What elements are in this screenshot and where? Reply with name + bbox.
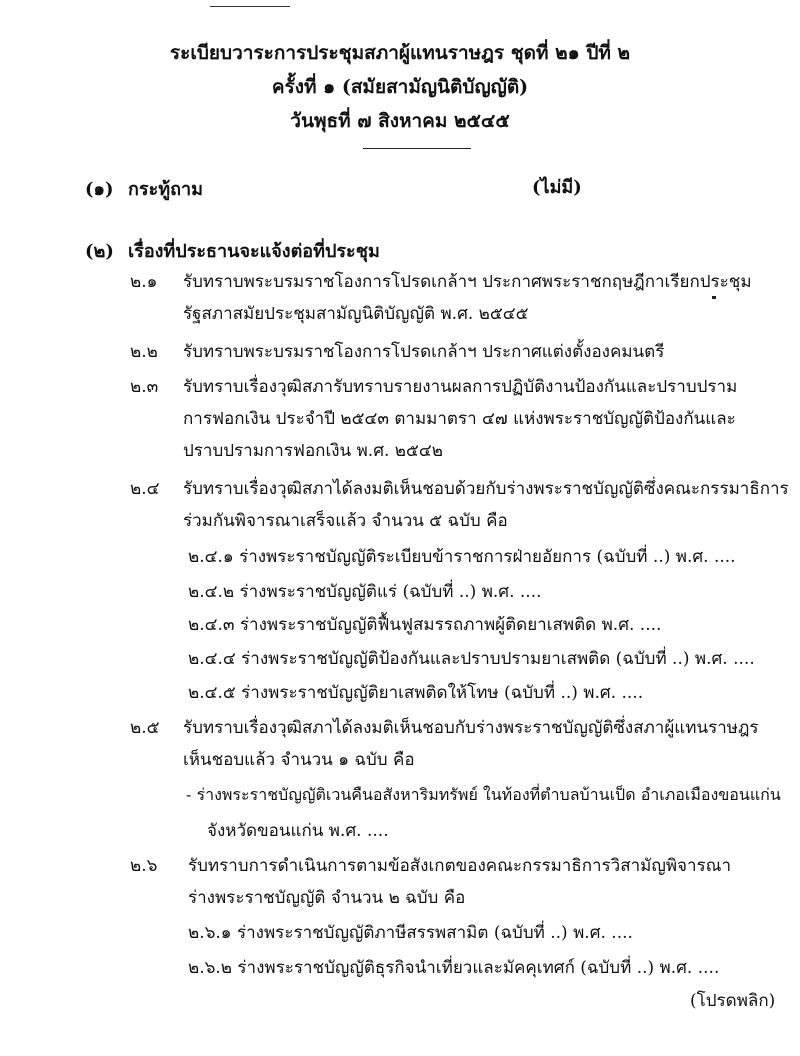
sub-item: ๒.๔.๕ ร่างพระราชบัญญัติยาเสพติดให้โทษ (ฉบับที่ ..) พ.ศ. ....: [188, 683, 644, 703]
session-title: ครั้งที่ ๑ (สมัยสามัญนิติบัญญัติ): [271, 76, 529, 98]
item-text: รับทราบเรื่องวุฒิสภารับทราบรายงานผลการปฏิบัติงานป้องกันและปราบปราม: [183, 377, 738, 397]
title-divider: [363, 148, 471, 149]
item-number: ๒.๒: [130, 342, 158, 362]
item-text: รับทราบเรื่องวุฒิสภาได้ลงมติเห็นชอบกับร่างพระราชบัญญัติซึ่งสภาผู้แทนราษฎร: [183, 718, 759, 738]
item-text: ร่วมกันพิจารณาเสร็จแล้ว จำนวน ๕ ฉบับ คือ: [183, 511, 508, 531]
sub-item: ๒.๖.๑ ร่างพระราชบัญญัติภาษีสรรพสามิต (ฉบับที่ ..) พ.ศ. ....: [188, 923, 633, 943]
sub-item: ๒.๖.๒ ร่างพระราชบัญญัติธุรกิจนำเที่ยวและมัคคุเทศก์ (ฉบับที่ ..) พ.ศ. ....: [188, 958, 720, 978]
meeting-date: วันพุธที่ ๗ สิงหาคม ๒๕๔๕: [290, 110, 510, 132]
item-number: ๒.๕: [130, 718, 160, 738]
item-text: เห็นชอบแล้ว จำนวน ๑ ฉบับ คือ: [183, 750, 415, 770]
item-text: รับทราบพระบรมราชโองการโปรดเกล้าฯ ประกาศแต่งตั้งองคมนตรี: [183, 342, 665, 362]
section-1-title: กระทู้ถาม: [128, 179, 203, 200]
section-2-title: เรื่องที่ประธานจะแจ้งต่อที่ประชุม: [128, 241, 380, 262]
bullet-item: - ร่างพระราชบัญญัติเวนคืนอสังหาริมทรัพย์ ในท้องที่ตำบลบ้านเป็ด อำเภอเมืองขอนแก่น: [186, 785, 781, 804]
item-text: รับทราบพระบรมราชโองการโปรดเกล้าฯ ประกาศพระราชกฤษฎีกาเรียกประชุม: [183, 272, 752, 292]
item-text: รับทราบเรื่องวุฒิสภาได้ลงมติเห็นชอบด้วยกับร่างพระราชบัญญัติซึ่งคณะกรรมาธิการ: [183, 479, 789, 499]
scan-speck: [712, 296, 716, 299]
top-rule: [210, 6, 290, 7]
item-number: ๒.๓: [130, 377, 159, 397]
item-text: ปราบปรามการฟอกเงิน พ.ศ. ๒๕๔๒: [183, 441, 443, 461]
item-text: ร่างพระราชบัญญัติ จำนวน ๒ ฉบับ คือ: [188, 888, 466, 908]
sub-item: ๒.๔.๒ ร่างพระราชบัญญัติแร่ (ฉบับที่ ..) พ.ศ. ....: [188, 582, 542, 602]
item-number: ๒.๑: [130, 272, 158, 292]
item-number: ๒.๖: [130, 856, 158, 876]
section-1-number: (๑): [85, 179, 114, 200]
turn-page-note: (โปรดพลิก): [690, 991, 776, 1011]
item-number: ๒.๔: [130, 479, 160, 499]
item-text: รับทราบการดำเนินการตามข้อสังเกตของคณะกรรมาธิการวิสามัญพิจารณา: [188, 856, 731, 876]
sub-item: ๒.๔.๓ ร่างพระราชบัญญัติฟื้นฟูสมรรถภาพผู้ติดยาเสพติด พ.ศ. ....: [188, 615, 662, 635]
item-text: รัฐสภาสมัยประชุมสามัญนิติบัญญัติ พ.ศ. ๒๕๔๕: [183, 304, 529, 324]
section-2-number: (๒): [85, 241, 114, 262]
bullet-item-continued: จังหวัดขอนแก่น พ.ศ. ....: [207, 821, 389, 841]
item-text: การฟอกเงิน ประจำปี ๒๕๔๓ ตามมาตรา ๔๗ แห่งพระราชบัญญัติป้องกันและ: [183, 409, 736, 429]
sub-item: ๒.๔.๔ ร่างพระราชบัญญัติป้องกันและปราบปรามยาเสพติด (ฉบับที่ ..) พ.ศ. ....: [188, 649, 755, 669]
agenda-title: ระเบียบวาระการประชุมสภาผู้แทนราษฎร ชุดที่ ๒๑ ปีที่ ๒: [169, 42, 631, 64]
sub-item: ๒.๔.๑ ร่างพระราชบัญญัติระเบียบข้าราชการฝ่ายอัยการ (ฉบับที่ ..) พ.ศ. ....: [188, 547, 736, 567]
section-1-status: (ไม่มี): [532, 177, 582, 198]
